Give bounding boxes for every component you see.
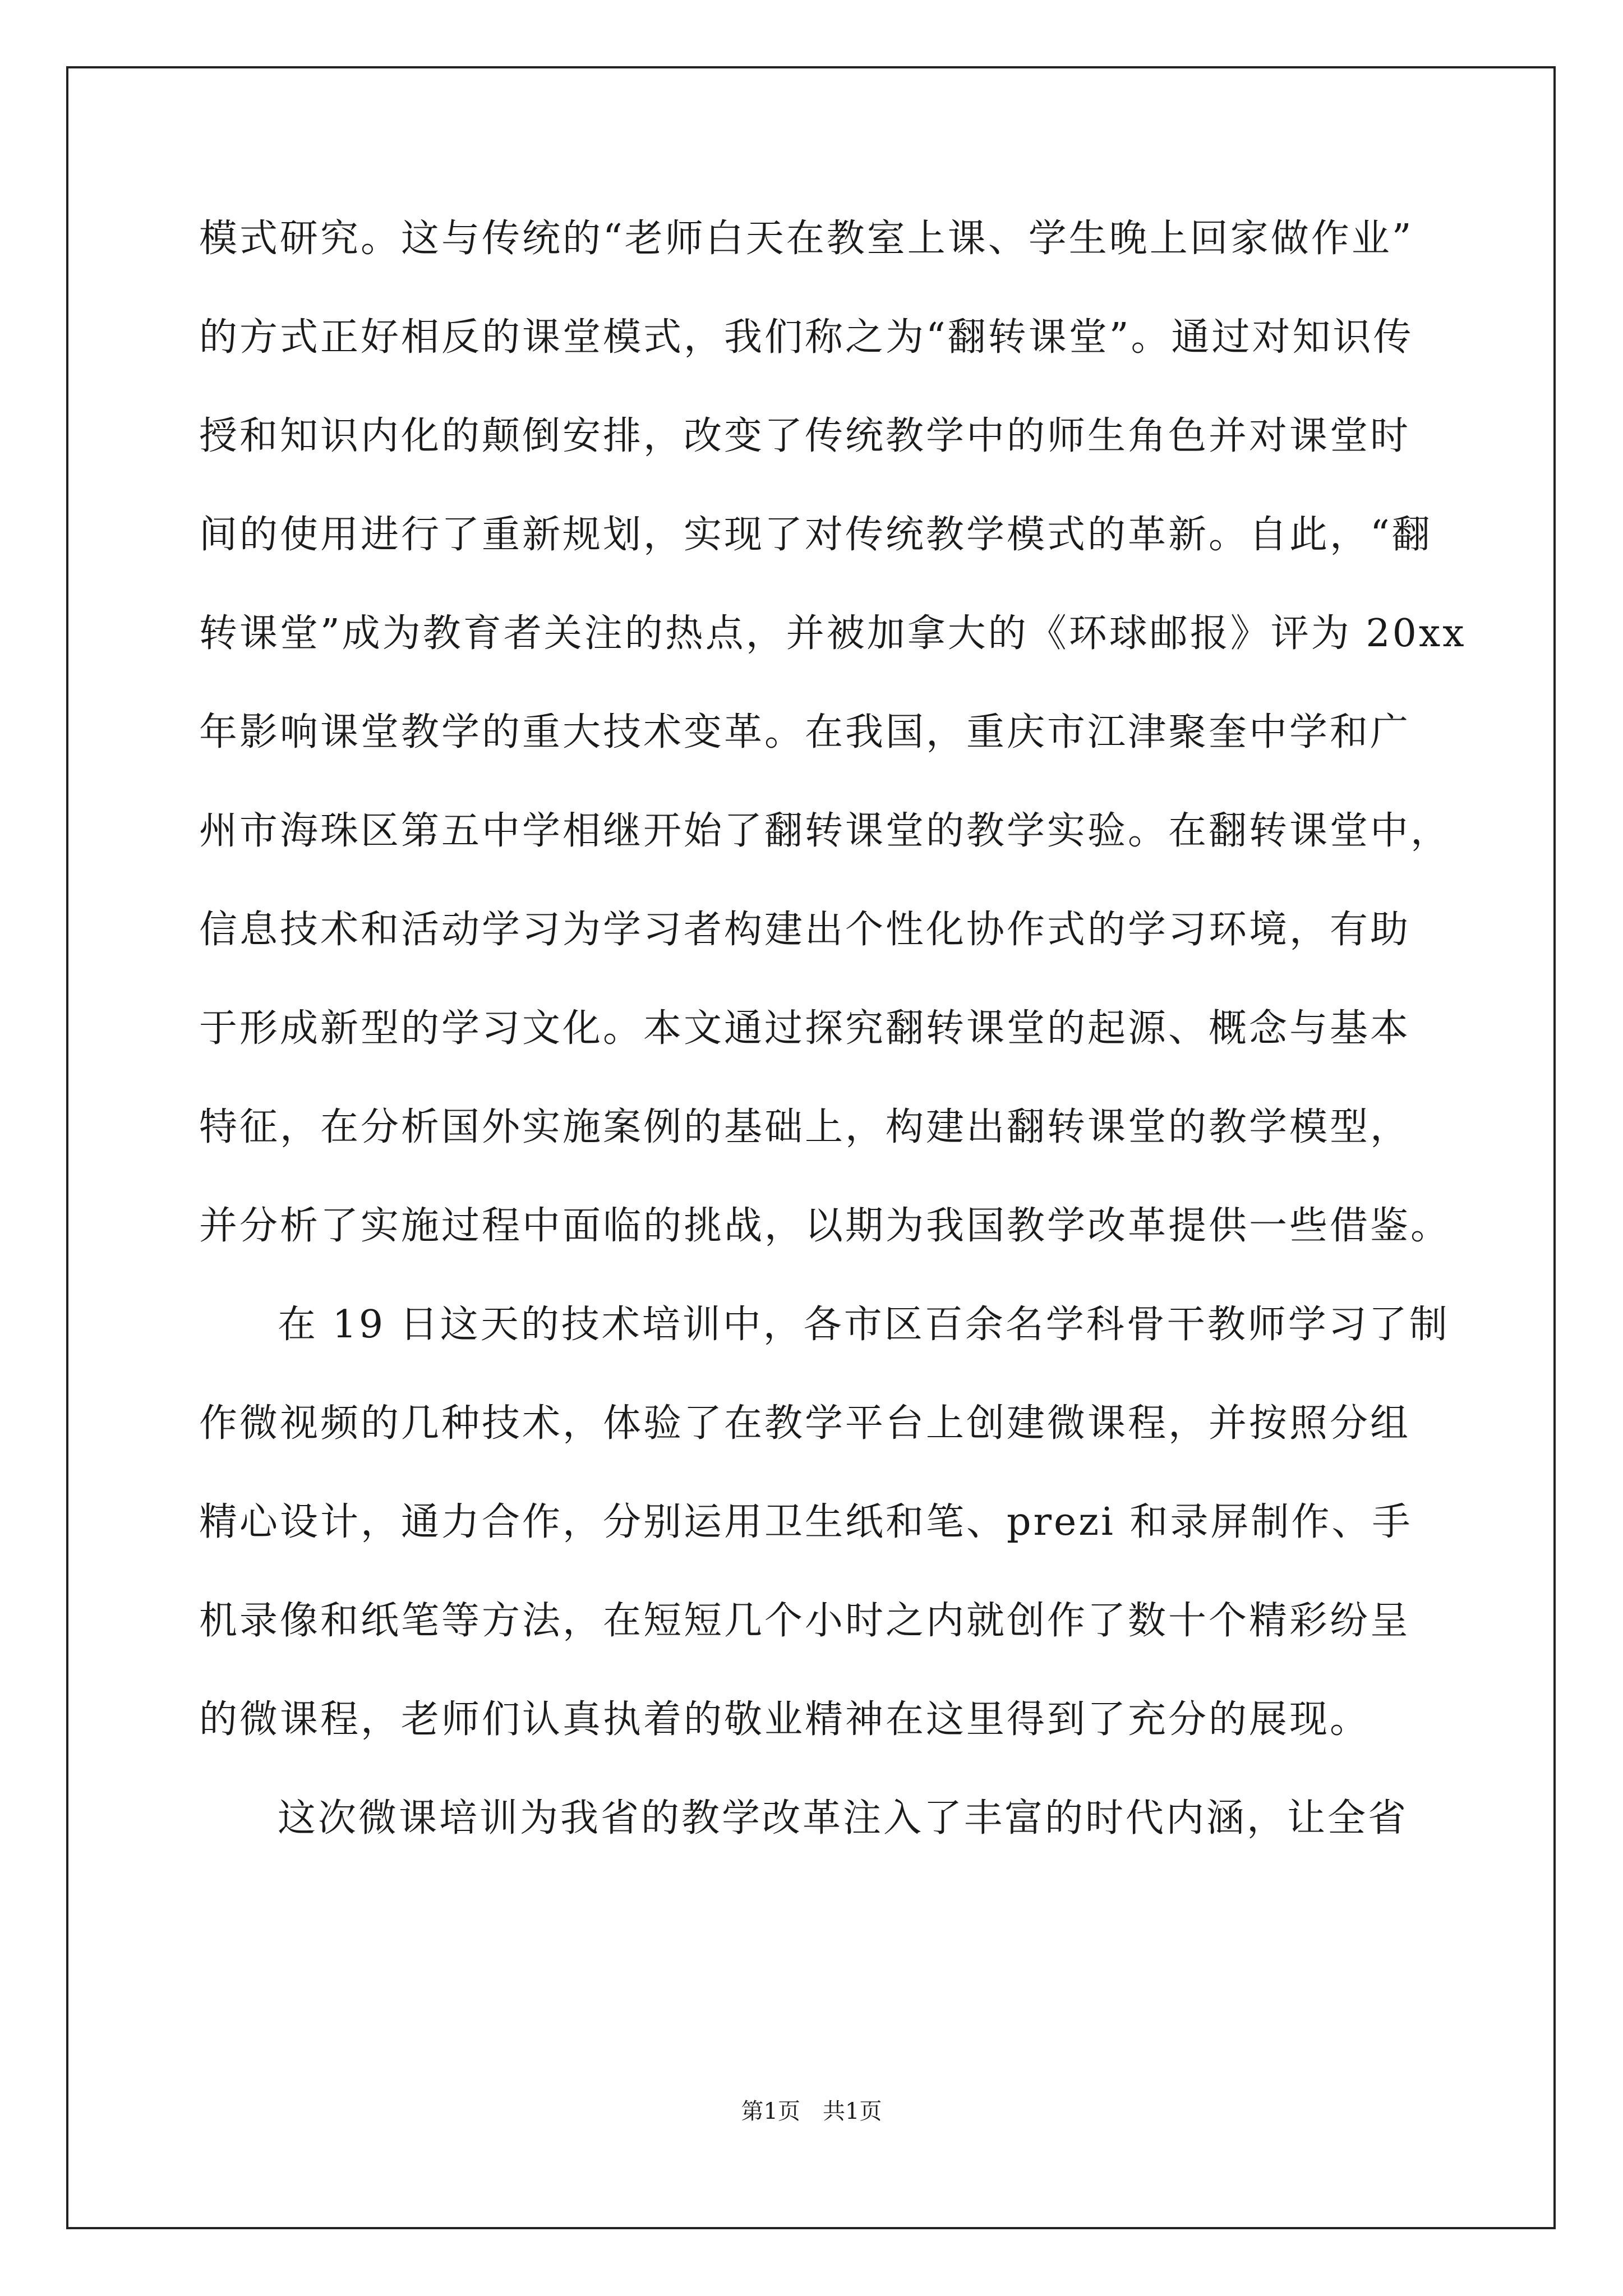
text-line: 并分析了实施过程中面临的挑战，以期为我国教学改革提供一些借鉴。 [199,1204,1451,1248]
text-line: 州市海珠区第五中学相继开始了翻转课堂的教学实验。在翻转课堂中， [199,809,1451,853]
page-footer [0,2097,1623,2126]
text-line: 模式研究。这与传统的“老师白天在教室上课、学生晚上回家做作业” [199,217,1414,261]
page-total: 共1页 [823,2099,882,2124]
text-line: 于形成新型的学习文化。本文通过探究翻转课堂的起源、概念与基本 [199,1006,1411,1051]
text-line: 精心设计，通力合作，分别运用卫生纸和笔、prezi 和录屏制作、手 [199,1500,1413,1544]
text-line: 授和知识内化的颠倒安排，改变了传统教学中的师生角色并对课堂时 [199,414,1411,458]
text-line: 特征，在分析国外实施案例的基础上，构建出翻转课堂的教学模型， [199,1105,1411,1149]
paragraph-first-line: 这次微课培训为我省的教学改革注入了丰富的时代内涵，让全省 [278,1796,1409,1841]
text-line: 机录像和纸笔等方法，在短短几个小时之内就创作了数十个精彩纷呈 [199,1599,1411,1643]
paragraph-first-line: 在 19 日这天的技术培训中，各市区百余名学科骨干教师学习了制 [278,1303,1450,1347]
text-line: 信息技术和活动学习为学习者构建出个性化协作式的学习环境，有助 [199,908,1411,952]
text-line: 年影响课堂教学的重大技术变革。在我国，重庆市江津聚奎中学和广 [199,710,1411,754]
text-line: 的微课程，老师们认真执着的敬业精神在这里得到了充分的展现。 [199,1697,1371,1742]
page-number: 第1页 [741,2099,800,2124]
text-line: 转课堂”成为教育者关注的热点，并被加拿大的《环球邮报》评为 20xx [199,611,1467,656]
text-line: 间的使用进行了重新规划，实现了对传统教学模式的革新。自此，“翻 [199,513,1432,557]
text-line: 的方式正好相反的课堂模式，我们称之为“翻转课堂”。通过对知识传 [199,315,1414,360]
text-line: 作微视频的几种技术，体验了在教学平台上创建微课程，并按照分组 [199,1401,1411,1446]
